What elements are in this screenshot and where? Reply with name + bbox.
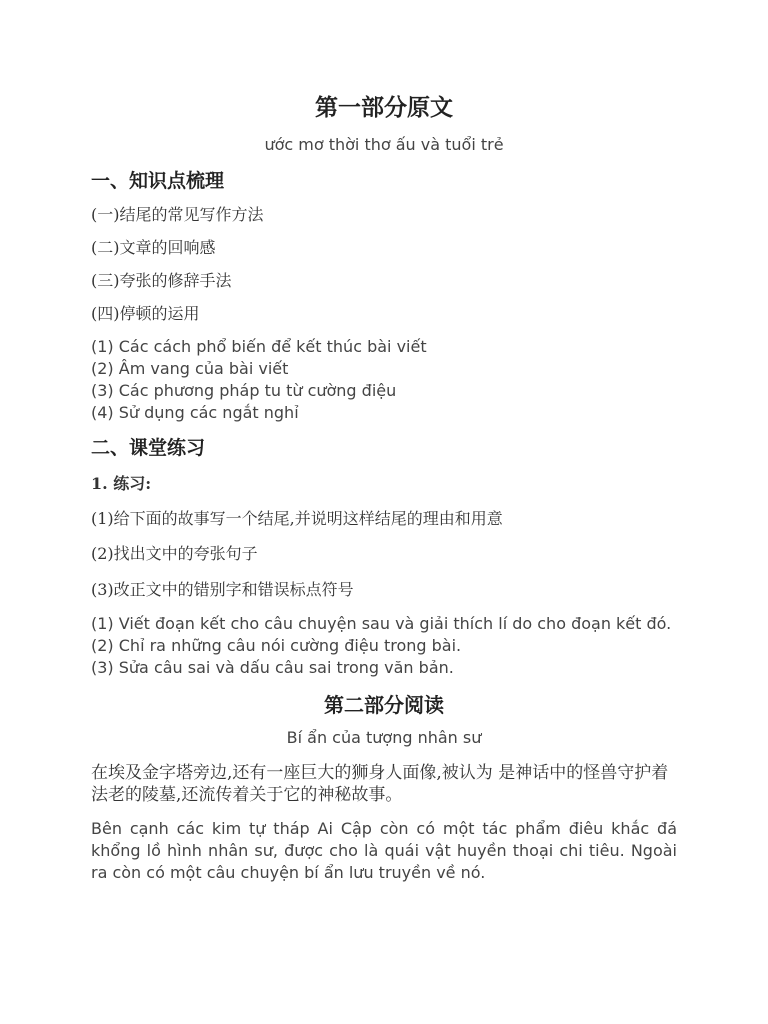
- section3-title: 第二部分阅读: [324, 693, 444, 717]
- knowledge-item-cn: (一)结尾的常见写作方法: [91, 205, 264, 224]
- section2-heading: 二、课堂练习: [91, 437, 206, 459]
- exercise-item-vn: (1) Viết đoạn kết cho câu chuyện sau và giải thích lí do cho đoạn kết đó.: [91, 614, 672, 633]
- reading-paragraph-vn: Bên cạnh các kim tự tháp Ai Cập còn có một tác phẩm điêu khắc đá khổng lồ hình nhân sư, được cho là quái vật huyền thoại chi tiêu. Ngoài ra còn có một câu chuyện bí ẩn lưu truyền về nó.: [91, 819, 677, 882]
- section1-heading: 一、知识点梳理: [91, 170, 225, 192]
- knowledge-item-vn: (1) Các cách phổ biến để kết thúc bài viết: [91, 337, 427, 356]
- knowledge-item-vn: (3) Các phương pháp tu từ cường điệu: [91, 381, 397, 400]
- exercise-item-vn: (2) Chỉ ra những câu nói cường điệu trong bài.: [91, 636, 462, 655]
- exercise-label: 1. 练习:: [91, 474, 152, 493]
- knowledge-item-vn: (2) Âm vang của bài viết: [91, 359, 289, 378]
- section3-subtitle: Bí ẩn của tượng nhân sư: [286, 728, 482, 747]
- knowledge-item-cn: (四)停顿的运用: [91, 304, 200, 323]
- exercise-item-cn: (2)找出文中的夸张句子: [91, 544, 258, 563]
- knowledge-item-cn: (二)文章的回响感: [91, 238, 216, 257]
- reading-paragraph-cn: 在埃及金字塔旁边,还有一座巨大的狮身人面像,被认为 是神话中的怪兽守护着法老的陵墓,还流传着关于它的神秘故事。: [91, 763, 669, 805]
- knowledge-item-cn: (三)夸张的修辞手法: [91, 271, 232, 290]
- section1-subtitle: ước mơ thời thơ ấu và tuổi trẻ: [264, 135, 504, 154]
- exercise-list-vn: [91, 613, 677, 679]
- knowledge-list-vn: [91, 336, 677, 424]
- exercise-item-cn: (1)给下面的故事写一个结尾,并说明这样结尾的理由和用意: [91, 509, 503, 528]
- document-page: [91, 92, 677, 884]
- exercise-item-cn: (3)改正文中的错别字和错误标点符号: [91, 580, 354, 599]
- knowledge-item-vn: (4) Sử dụng các ngắt nghỉ: [91, 403, 299, 422]
- section1-title: 第一部分原文: [315, 94, 453, 121]
- exercise-item-vn: (3) Sửa câu sai và dấu câu sai trong văn bản.: [91, 658, 454, 677]
